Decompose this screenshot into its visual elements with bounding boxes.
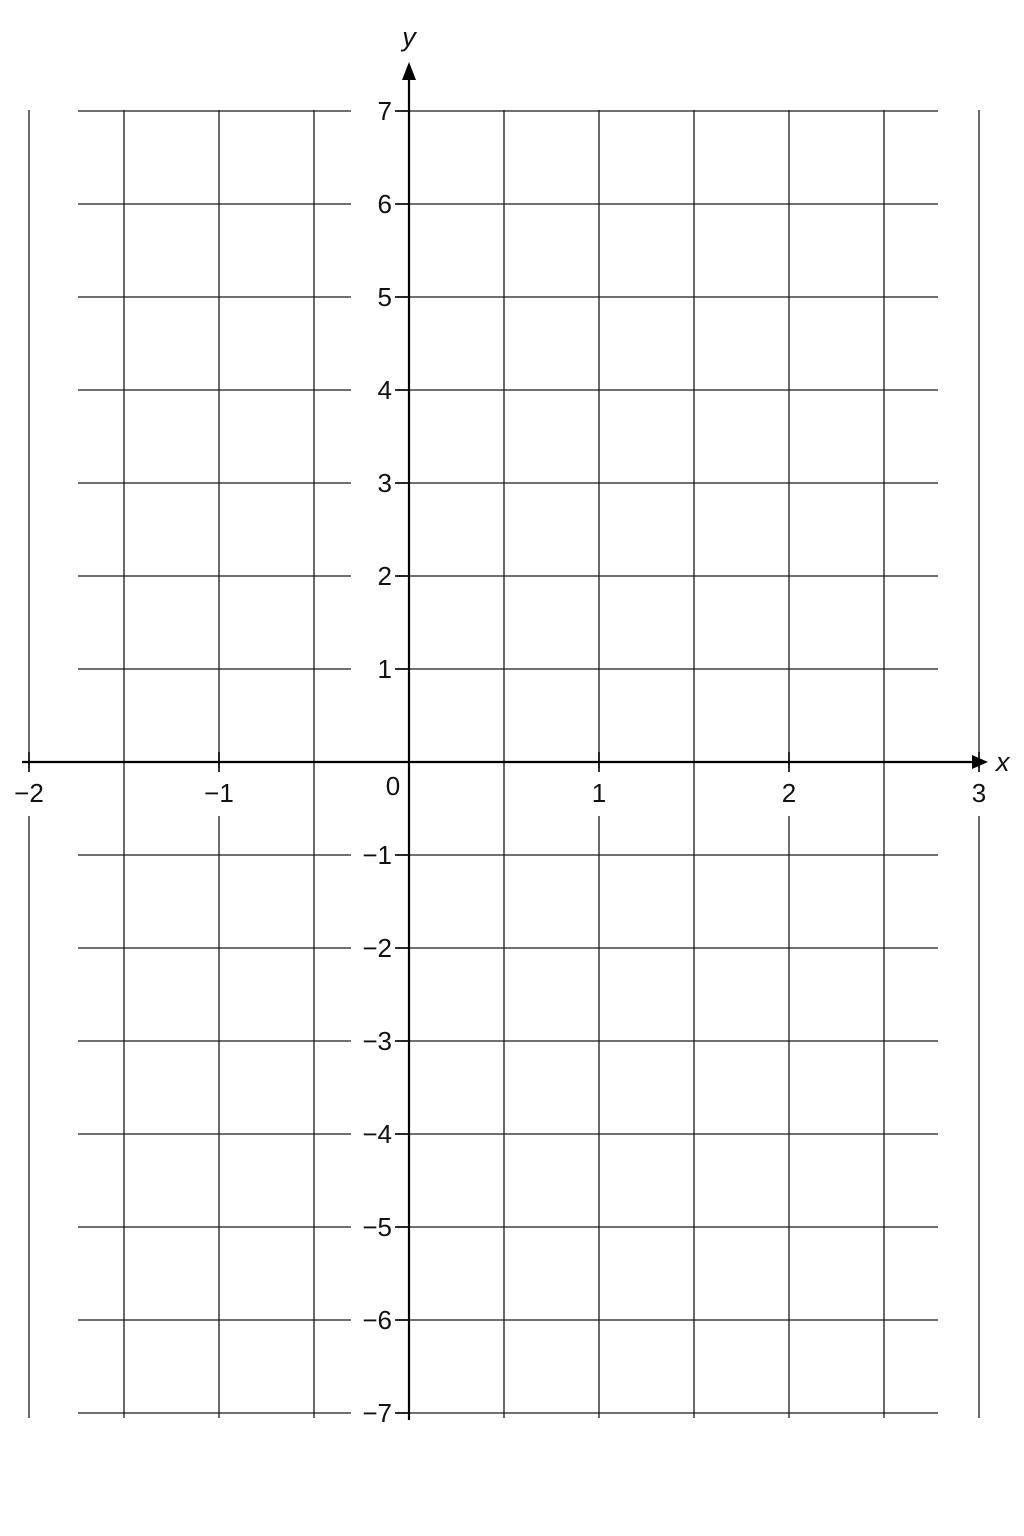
y-tick-label: 4 (377, 375, 392, 405)
grid (29, 110, 979, 1418)
y-tick-label: 5 (377, 282, 392, 312)
y-tick-label: −3 (362, 1026, 392, 1056)
y-tick-label: 1 (377, 654, 392, 684)
y-tick-label: −6 (362, 1305, 392, 1335)
y-tick-label: −5 (362, 1212, 392, 1242)
x-tick-label: −2 (14, 778, 44, 808)
y-tick-label: 7 (377, 96, 392, 126)
x-tick-label: 1 (591, 778, 607, 808)
y-axis-arrow-icon (402, 62, 416, 80)
axes (22, 62, 988, 1420)
x-axis-arrow-icon (972, 755, 988, 769)
x-tick-label: 3 (971, 778, 987, 808)
y-tick-label: 2 (377, 561, 392, 591)
y-tick-label: −4 (362, 1119, 392, 1149)
x-tick-label: −1 (204, 778, 234, 808)
y-tick-label: 6 (377, 189, 392, 219)
x-tick-label: 2 (781, 778, 797, 808)
y-tick-label: −2 (362, 933, 392, 963)
y-tick-label: 3 (377, 468, 392, 498)
x-axis-title: x (996, 747, 1010, 777)
y-axis-title: y (402, 22, 416, 52)
y-tick-label: −1 (362, 840, 392, 870)
origin-label: 0 (385, 771, 401, 801)
y-tick-label: −7 (362, 1398, 392, 1428)
